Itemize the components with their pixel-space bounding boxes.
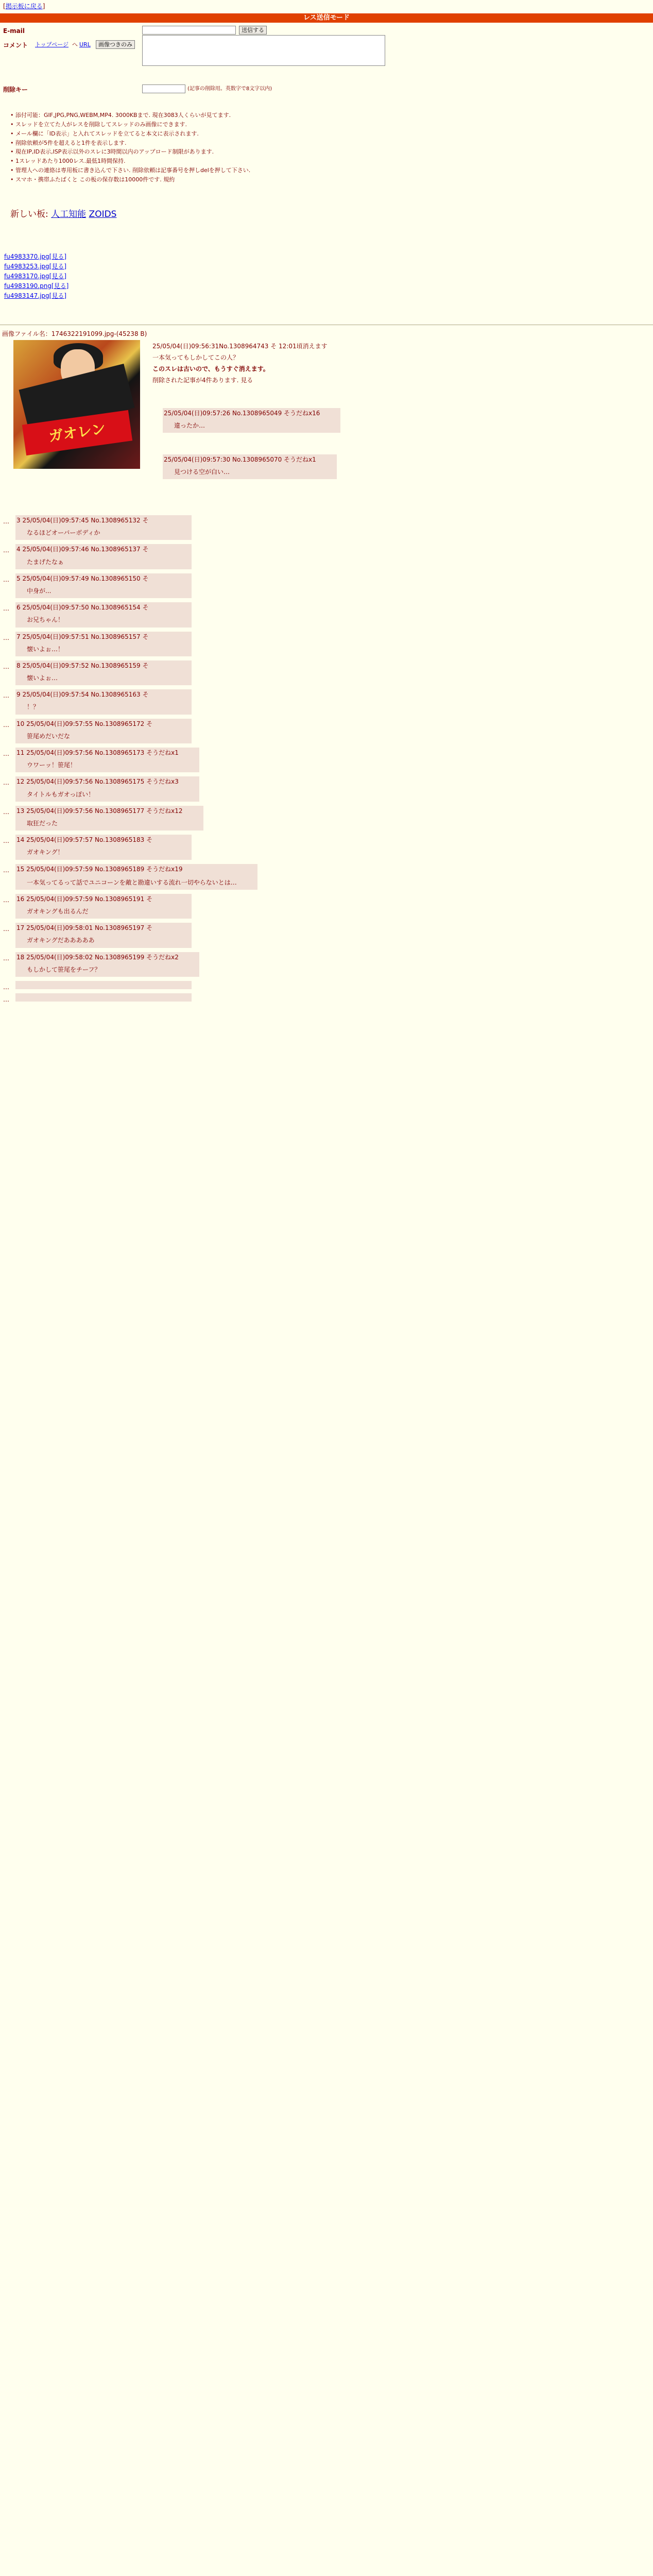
reply-meta: 17 25/05/04(日)09:58:01 No.1308965197 そ — [16, 924, 153, 932]
reply-dash: … — [3, 808, 9, 816]
reply-meta: 5 25/05/04(日)09:57:49 No.1308965150 そ — [16, 574, 149, 582]
reply-post — [15, 952, 199, 977]
reply-dash: … — [3, 605, 9, 613]
reply-meta: 7 25/05/04(日)09:57:51 No.1308965157 そ — [16, 633, 149, 640]
reply-dash: … — [3, 896, 9, 904]
comment-textarea[interactable] — [142, 35, 385, 66]
reply-post — [15, 748, 199, 772]
op-meta: 25/05/04(日)09:56:31No.1308964743 そ 12:01頃消えます — [152, 343, 328, 350]
rule-item: • 1スレッドあたり1000レス.最低1時間保持. — [10, 158, 381, 165]
reply-dash: … — [3, 634, 9, 641]
reply-meta: 4 25/05/04(日)09:57:46 No.1308965137 そ — [16, 546, 149, 553]
reply-post — [15, 993, 192, 1002]
reply-post — [15, 632, 192, 656]
back-bracket-close: ] — [42, 3, 45, 10]
rule-item: • 現在IP,ID表示,ISP表示以外のスレに3時間以内のアップロード制限があります. — [10, 148, 381, 156]
reply-post — [15, 515, 192, 540]
reply-body: 違ったか… — [174, 422, 205, 430]
reply-post — [15, 776, 199, 801]
reply-meta: 6 25/05/04(日)09:57:50 No.1308965154 そ — [16, 604, 149, 612]
reply-post — [15, 719, 192, 743]
reply-body: 取狂だった — [27, 819, 58, 827]
reply-quote — [16, 873, 237, 877]
email-label: E-mail — [3, 27, 25, 35]
reply-dash: … — [3, 575, 9, 583]
reply-post — [163, 454, 337, 479]
reply-dash: … — [3, 837, 9, 845]
reply-meta: 25/05/04(日)09:57:30 No.1308965070 そうだねx1 — [164, 456, 316, 463]
post-form — [0, 25, 653, 102]
reply-dash: … — [3, 663, 9, 670]
reply-meta: 10 25/05/04(日)09:57:55 No.1308965172 そ — [16, 720, 153, 727]
reply-body: なるほどオーバーボディか — [27, 529, 100, 537]
rule-item: • 添付可能：GIF,JPG,PNG,WEBM,MP4. 3000KBまで. 現在3083人くらいが見てます. — [10, 112, 381, 120]
reply-body: ！？ — [27, 703, 40, 711]
reply-dash: … — [3, 925, 9, 933]
op-deleted-note: 削除された記事が4件あります. 見る — [152, 377, 253, 384]
reply-body: お兄ちゃん！ — [27, 616, 64, 624]
rule-item: • スレッドを立てた人がレスを削除してスレッドのみ画像にできます. — [10, 121, 381, 129]
reply-meta: 15 25/05/04(日)09:57:59 No.1308965189 そうだねx19 — [16, 865, 183, 873]
new-boards-prefix: 新しい板: — [10, 209, 48, 219]
reply-mode-bar: レス送信モード — [0, 13, 653, 23]
images-only-button[interactable]: 画像つきのみ — [96, 40, 135, 49]
reply-body: 懐いよぉ… — [27, 674, 58, 682]
op-notice: このスレは古いので、もうすぐ消えます。 — [152, 365, 269, 372]
reply-body: 笹尾めだいだな — [27, 732, 71, 740]
reply-post — [15, 573, 192, 598]
reply-post — [15, 894, 192, 919]
back-bracket-open: [ — [3, 3, 6, 10]
reply-body: もしかして笹尾をチーフ？ — [27, 965, 101, 973]
reply-dash: … — [3, 954, 9, 962]
tool-sep: へ — [72, 41, 78, 48]
reply-dash: … — [3, 996, 9, 1003]
thumb-logo: ガオレン — [22, 410, 132, 455]
thread-thumbnail-image[interactable] — [13, 340, 140, 469]
board-rules — [10, 112, 381, 185]
reply-body: ガオキングも出るんだ — [27, 908, 89, 916]
reply-meta: 8 25/05/04(日)09:57:52 No.1308965159 そ — [16, 662, 149, 669]
reply-meta: 3 25/05/04(日)09:57:45 No.1308965132 そ — [16, 517, 149, 524]
new-boards — [10, 209, 116, 221]
reply-meta: 18 25/05/04(日)09:58:02 No.1308965199 そうだねx2 — [16, 953, 179, 961]
file-link[interactable]: fu4983253.jpg[見る] — [4, 263, 67, 270]
reply-dash: … — [3, 750, 9, 757]
reply-post — [15, 602, 192, 627]
reply-meta: 16 25/05/04(日)09:57:59 No.1308965191 そ — [16, 895, 153, 903]
reply-post — [15, 660, 192, 685]
reply-body: 中身が... — [27, 587, 51, 595]
reply-meta: 14 25/05/04(日)09:57:57 No.1308965183 そ — [16, 836, 153, 844]
reply-body: 一本気ってるって話でユニコーンを敵と勘違いする流れ一切やらないとは… — [27, 878, 237, 886]
reply-meta: 11 25/05/04(日)09:57:56 No.1308965173 そうだねx1 — [16, 749, 179, 756]
reply-body: 見つける空が白い… — [174, 468, 230, 476]
reply-post — [15, 864, 257, 890]
reply-body: タイトルもガオっぽい！ — [27, 790, 95, 798]
email-field[interactable] — [142, 26, 236, 35]
reply-body: 懐いよぉ…！ — [27, 645, 64, 653]
reply-body: ガオキング！ — [27, 849, 64, 856]
upload-file-list — [4, 252, 68, 301]
reply-meta: 13 25/05/04(日)09:57:56 No.1308965177 そうだねx12 — [16, 807, 183, 815]
rule-item: • スマホ・携帯ふたばくと この板の保存数は10000件です. 規約 — [10, 176, 381, 184]
new-board-link-ai[interactable]: 人工知能 — [51, 209, 87, 219]
reply-dash: … — [3, 518, 9, 525]
send-button[interactable]: 送信する — [239, 26, 267, 35]
delete-key-label: 削除キー — [3, 86, 28, 93]
file-link[interactable]: fu4983190.png[見る] — [4, 282, 69, 290]
new-board-link-zoids[interactable]: ZOIDS — [89, 209, 117, 219]
rule-item: • メール欄に「ID表示」と入れてスレッドを立てると本文に表示されます. — [10, 130, 381, 138]
reply-dash: … — [3, 692, 9, 700]
thread-file-header: 画像ファイル名：1746322191099.jpg-(45238 B) — [2, 330, 147, 337]
reply-body: たまげたなぁ — [27, 558, 64, 566]
reply-post — [15, 923, 192, 947]
reply-post — [15, 835, 192, 859]
reply-post — [163, 408, 340, 433]
reply-body — [16, 994, 171, 998]
rule-item: • 管理人への連絡は専用板に書き込んで下さい. 削除依頼は記事番号を押しdelを押して下さい. — [10, 167, 381, 175]
reply-post — [15, 981, 192, 989]
reply-list — [0, 515, 653, 1006]
rule-item: • 削除依頼が5件を超えると1件を表示します. — [10, 140, 381, 147]
reply-body: ガオキングだあああああ — [27, 937, 95, 944]
tool-url-link[interactable]: URL — [79, 41, 91, 48]
reply-meta: 12 25/05/04(日)09:57:56 No.1308965175 そうだねx3 — [16, 778, 179, 786]
op-line: 一本気ってもしかしてこの人？ — [152, 354, 239, 361]
back-to-board-link[interactable]: 掲示板に戻る — [5, 3, 43, 10]
reply-dash: … — [3, 984, 9, 991]
op-post — [152, 342, 513, 387]
reply-body: ウワーッ！笹尾！ — [27, 761, 77, 769]
reply-dash: … — [3, 721, 9, 728]
reply-dash: … — [3, 547, 9, 554]
file-link[interactable]: fu4983170.jpg[見る] — [4, 273, 67, 280]
reply-dash: … — [3, 779, 9, 787]
reply-meta: 9 25/05/04(日)09:57:54 No.1308965163 そ — [16, 691, 149, 699]
reply-post — [15, 544, 192, 569]
delete-key-note: (記事の削除用。英数字で8文字以内) — [187, 86, 272, 92]
reply-post — [15, 689, 192, 714]
top-nav — [0, 0, 653, 10]
reply-post — [15, 806, 203, 831]
reply-dash: … — [3, 866, 9, 874]
delete-key-field[interactable] — [142, 84, 185, 93]
file-link[interactable]: fu4983147.jpg[見る] — [4, 292, 67, 299]
reply-body — [16, 982, 171, 986]
comment-label: コメント — [3, 42, 28, 49]
tool-top-link[interactable]: トップページ — [35, 41, 69, 48]
reply-meta: 25/05/04(日)09:57:26 No.1308965049 そうだねx16 — [164, 410, 320, 417]
file-link[interactable]: fu4983370.jpg[見る] — [4, 253, 67, 260]
